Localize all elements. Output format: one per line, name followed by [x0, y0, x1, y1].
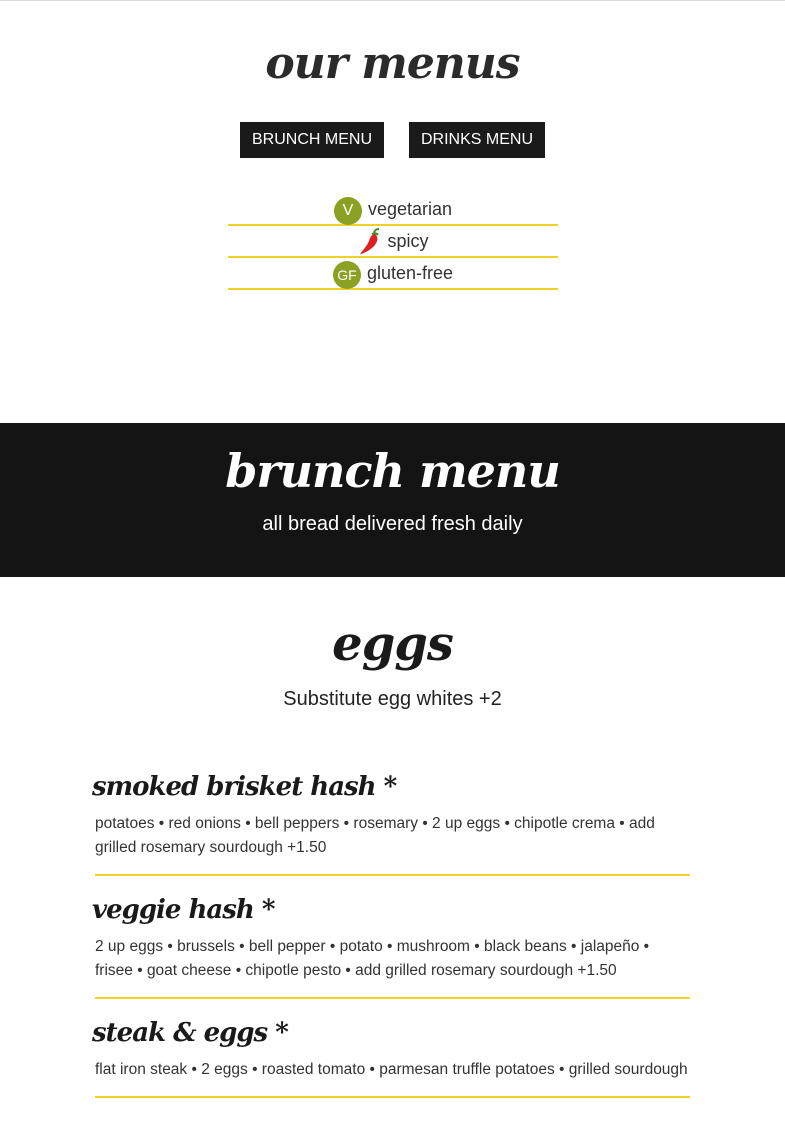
menu-item-name: smoked brisket hash *: [92, 772, 397, 802]
menu-item-name: steak & eggs *: [92, 1018, 288, 1048]
top-divider: [0, 0, 785, 1]
page-title: our menus: [265, 38, 520, 89]
menu-item-name: veggie hash *: [92, 895, 275, 925]
section-subtitle: Substitute egg whites +2: [283, 688, 502, 710]
brunch-menu-button[interactable]: BRUNCH MENU: [240, 122, 384, 158]
chili-pepper-icon: [357, 228, 383, 256]
menu-item-description: 2 up eggs • brussels • bell pepper • potato • mushroom • black beans • jalapeño • frisee • goat cheese • chipotle pesto • add grilled rosemary sourdough +1.50: [95, 938, 650, 979]
dietary-legend: [228, 194, 558, 290]
legend-label-spicy: spicy: [387, 230, 429, 251]
vegetarian-badge-icon: V: [334, 197, 362, 225]
legend-row-spicy: [228, 226, 558, 258]
banner-subtitle: all bread delivered fresh daily: [262, 513, 523, 535]
section-title-eggs: eggs: [332, 616, 453, 672]
menu-item-steak-and-eggs: [92, 1016, 690, 1098]
legend-label-vegetarian: vegetarian: [367, 198, 453, 219]
drinks-menu-button[interactable]: DRINKS MENU: [409, 122, 545, 158]
menu-item-veggie-hash: [92, 893, 690, 999]
legend-label-gluten-free: gluten-free: [366, 262, 454, 283]
menu-item-smoked-brisket-hash: [92, 770, 690, 876]
gluten-free-badge-icon: GF: [333, 261, 361, 289]
menu-item-description: potatoes • red onions • bell peppers • rosemary • 2 up eggs • chipotle crema • add grilled rosemary sourdough +1.50: [95, 815, 655, 856]
legend-row-vegetarian: [228, 194, 558, 226]
banner-title: brunch menu: [225, 444, 560, 498]
legend-row-gluten-free: [228, 258, 558, 290]
menu-item-description: flat iron steak • 2 eggs • roasted tomato • parmesan truffle potatoes • grilled sourdough: [95, 1061, 688, 1078]
brunch-menu-banner: [0, 423, 785, 577]
